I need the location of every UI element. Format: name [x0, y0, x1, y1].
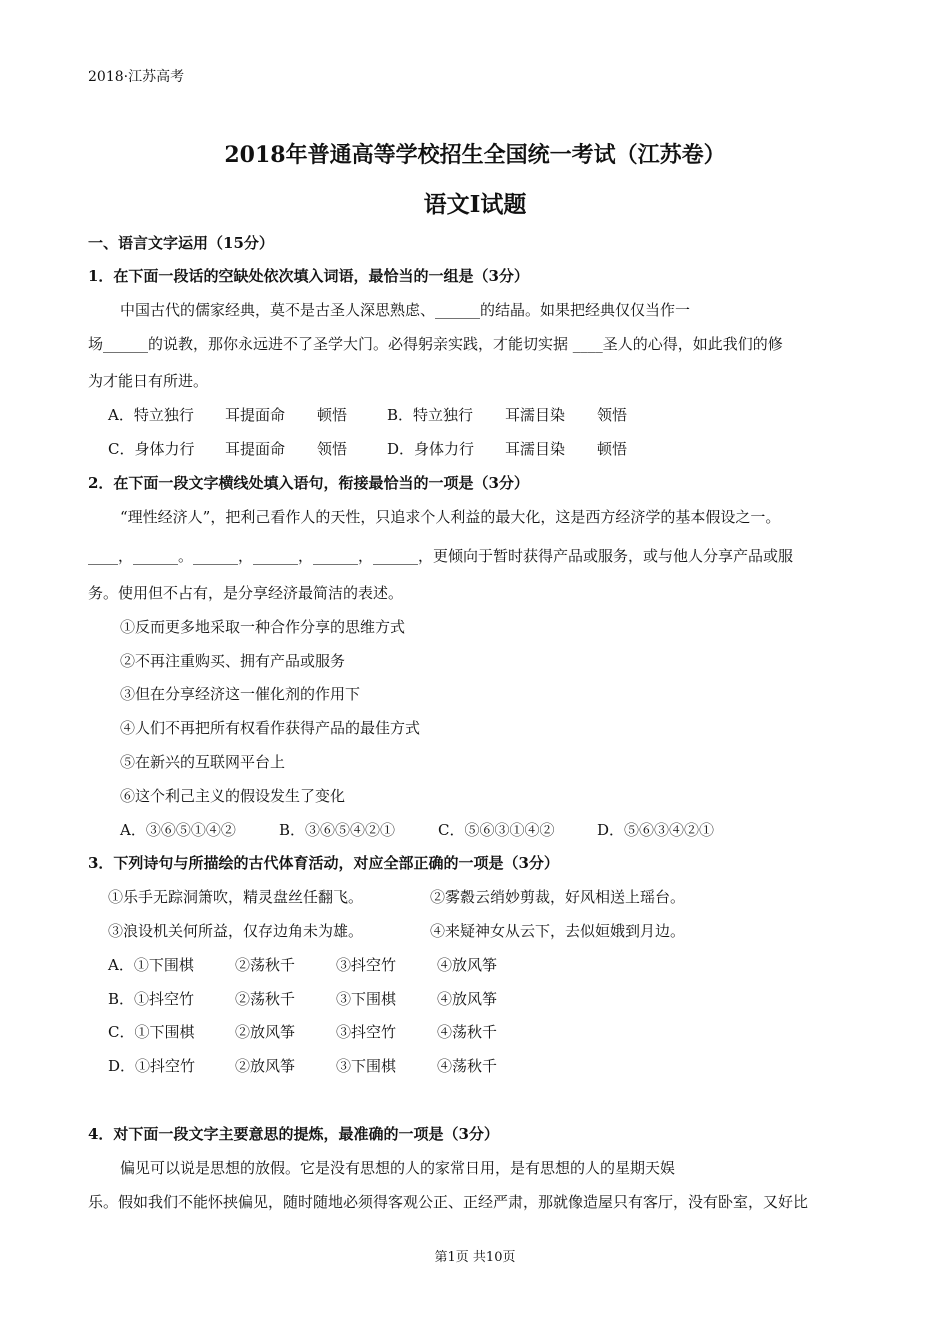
option-c: C．⑤⑥③①④② — [438, 821, 555, 839]
question-1-stem: 1．在下面一段话的空缺处依次填入词语，最恰当的一组是（3分） — [88, 267, 529, 285]
option-a-item-2: ②荡秋千 — [235, 956, 296, 974]
question-2-passage-line: 务。使用但不占有，是分享经济最简洁的表述。 — [88, 584, 404, 602]
question-2-passage-line: ____，______。______，______，______，______，更倾向于暂时获得产品或服务，或与他人分享产品或服 — [88, 547, 794, 565]
question-3-poem-row — [108, 886, 685, 907]
option-a: A．特立独行 — [108, 406, 194, 424]
question-2-passage-line: “理性经济人”，把利己看作人的天性，只追求个人利益的最大化，这是西方经济学的基本假设之一。 — [120, 508, 781, 526]
option-a-item-3: ③抖空竹 — [336, 956, 397, 974]
option-b: B．③⑥⑤④②① — [279, 821, 396, 839]
question-3-stem: 3．下列诗句与所描绘的古代体育活动，对应全部正确的一项是（3分） — [88, 854, 559, 872]
question-2-options-row — [120, 819, 714, 840]
option-a: A．③⑥⑤①④② — [120, 821, 236, 839]
option-d: D．⑤⑥③④②① — [597, 821, 715, 839]
option-d-item-2: ②放风筝 — [235, 1057, 296, 1075]
question-4-passage-line: 偏见可以说是思想的放假。它是没有思想的人的家常日用，是有思想的人的星期天娱 — [120, 1159, 676, 1177]
question-3-poem-row — [108, 920, 685, 941]
exam-subtitle: 语文Ⅰ试题 — [423, 191, 527, 218]
question-1-passage-line: 场______的说教，那你永远进不了圣学大门。必得躬亲实践，才能切实据 ____圣人的心得，如此我们的修 — [88, 335, 783, 353]
section-heading: 一、语言文字运用（15分） — [88, 234, 274, 252]
option-b: B．特立独行 — [387, 406, 474, 424]
question-2-item: ①反而更多地采取一种合作分享的思维方式 — [120, 618, 406, 636]
exam-title: 2018年普通高等学校招生全国统一考试（江苏卷） — [224, 142, 726, 168]
question-3-option-row — [108, 988, 497, 1009]
option-b-word-2: 耳濡目染 — [505, 406, 566, 424]
poem-line-1: ①乐手无踪洞箫吹，精灵盘丝任翻飞。 — [108, 888, 364, 906]
question-2-item: ②不再注重购买、拥有产品或服务 — [120, 652, 346, 670]
question-4-passage-line: 乐。假如我们不能怀挟偏见，随时随地必须得客观公正、正经严肃，那就像造屋只有客厅，没有卧室，又好比 — [88, 1193, 809, 1211]
poem-line-4: ④来疑神女从云下，去似姮娥到月边。 — [430, 922, 686, 940]
poem-line-3: ③浪设机关何所益，仅存边角未为雄。 — [108, 922, 364, 940]
option-d-item-3: ③下围棋 — [336, 1057, 397, 1075]
option-a-word-3: 顿悟 — [317, 406, 348, 424]
option-a: A．①下围棋 — [108, 956, 194, 974]
option-d-word-3: 顿悟 — [597, 440, 628, 458]
option-a-item-4: ④放风筝 — [437, 956, 498, 974]
question-1-passage-line: 中国古代的儒家经典，莫不是古圣人深思熟虑、______的结晶。如果把经典仅仅当作一 — [120, 301, 691, 319]
option-b-item-4: ④放风筝 — [437, 990, 498, 1008]
header-note: 2018·江苏高考 — [88, 69, 185, 85]
option-b-item-2: ②荡秋千 — [235, 990, 296, 1008]
option-c-word-2: 耳提面命 — [225, 440, 286, 458]
question-2-item: ③但在分享经济这一催化剂的作用下 — [120, 685, 361, 703]
question-1-passage-line: 为才能日有所进。 — [88, 372, 209, 390]
option-c-item-3: ③抖空竹 — [336, 1023, 397, 1041]
option-c-item-2: ②放风筝 — [235, 1023, 296, 1041]
poem-line-2: ②雾縠云绡妙剪裁，好风相送上瑶台。 — [430, 888, 686, 906]
page-number: 第1页 共10页 — [434, 1250, 516, 1265]
option-b: B．①抖空竹 — [108, 990, 195, 1008]
question-2-item: ⑥这个利己主义的假设发生了变化 — [120, 787, 346, 805]
question-1-options-row — [108, 404, 627, 425]
option-d: D．①抖空竹 — [108, 1057, 196, 1075]
option-b-item-3: ③下围棋 — [336, 990, 397, 1008]
question-4-stem: 4．对下面一段文字主要意思的提炼，最准确的一项是（3分） — [88, 1125, 499, 1143]
option-b-word-3: 领悟 — [597, 406, 628, 424]
option-d-item-4: ④荡秋千 — [437, 1057, 498, 1075]
option-a-word-2: 耳提面命 — [225, 406, 286, 424]
option-d: D．身体力行 — [387, 440, 475, 458]
option-c-word-3: 领悟 — [317, 440, 348, 458]
question-3-option-row — [108, 954, 497, 975]
question-2-stem: 2．在下面一段文字横线处填入语句，衔接最恰当的一项是（3分） — [88, 474, 529, 492]
option-d-word-2: 耳濡目染 — [505, 440, 566, 458]
option-c: C．①下围棋 — [108, 1023, 195, 1041]
option-c-item-4: ④荡秋千 — [437, 1023, 498, 1041]
question-3-option-row — [108, 1021, 497, 1042]
question-1-options-row — [108, 438, 627, 459]
question-2-item: ⑤在新兴的互联网平台上 — [120, 753, 286, 771]
option-c: C．身体力行 — [108, 440, 195, 458]
question-2-item: ④人们不再把所有权看作获得产品的最佳方式 — [120, 719, 421, 737]
question-3-option-row — [108, 1055, 497, 1076]
